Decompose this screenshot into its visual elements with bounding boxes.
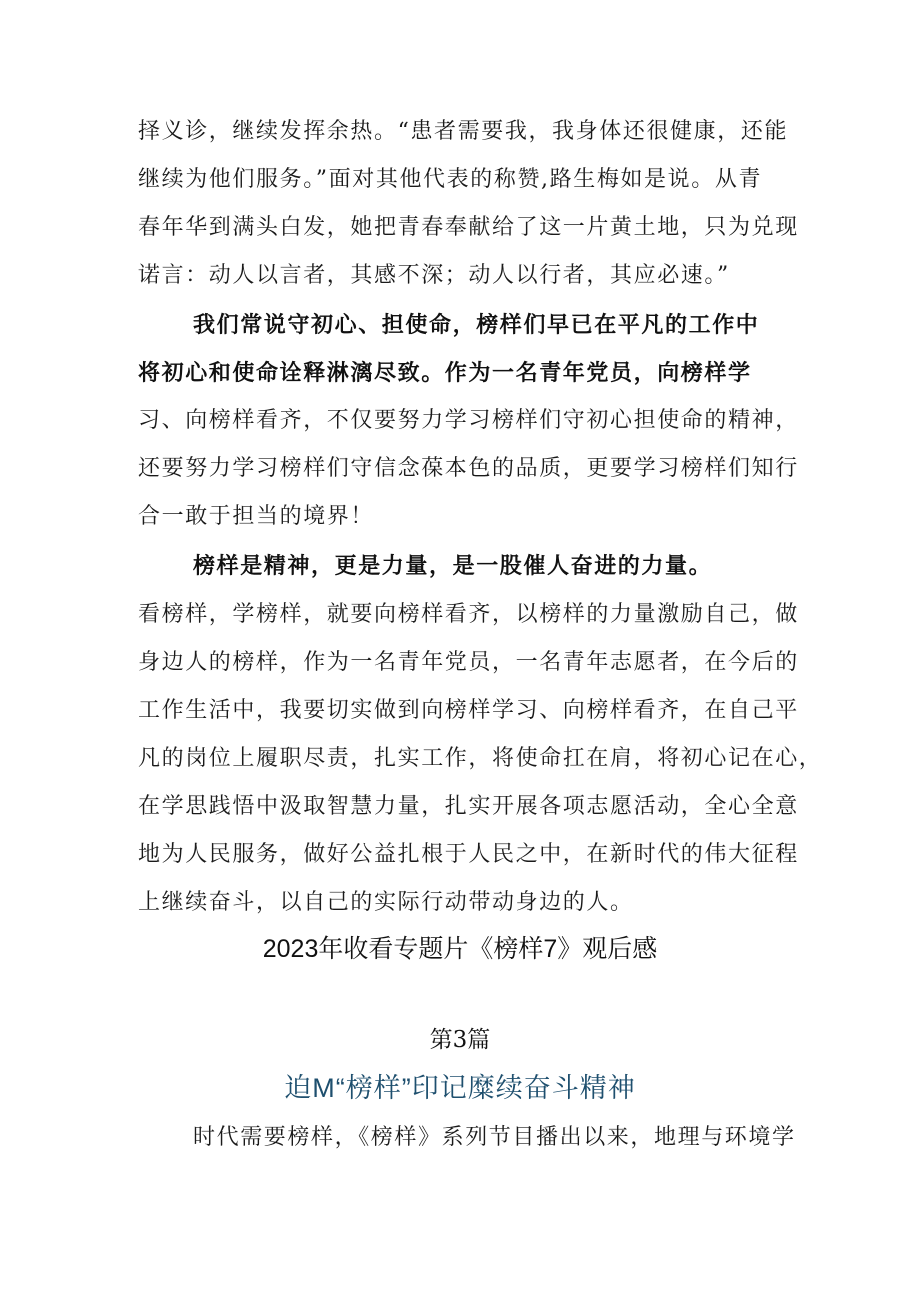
text-line: 身边人的榜样，作为一名青年党员，一名青年志愿者，在今后的 [138,650,799,675]
article-subheading: 迫M“榜样”印记糜续奋斗精神 [284,1073,636,1103]
text-line: 将初心和使命诠释淋漓尽致。作为一名青年党员，向榜样学 [138,360,752,386]
text-line: 诺言：动人以言者，其感不深；动人以行者，其应必速。” [138,263,730,288]
part-label: 第3篇 [429,1027,491,1053]
text-line: 上继续奋斗，以自己的实际行动带动身边的人。 [138,890,634,915]
text-line: 在学思践悟中汲取智慧力量，扎实开展各项志愿活动，全心全意 [138,794,799,819]
text-line: 择义诊，继续发挥余热。“患者需要我，我身体还很健康，还能 [138,119,789,144]
text-line: 合一敢于担当的境界！ [138,504,375,529]
text-line: 继续为他们服务。”面对其他代表的称赞,路生梅如是说。从青 [138,167,763,192]
text-line: 看榜样，学榜样，就要向榜样看齐，以榜样的力量激励自己，做 [138,602,799,627]
text-line: 习、向榜样看齐，不仅要努力学习榜样们守初心担使命的精神， [138,408,799,433]
text-line: 地为人民服务，做好公益扎根于人民之中，在新时代的伟大征程 [138,842,799,867]
text-line: 时代需要榜样，《榜样》系列节目播出以来，地理与环境学 [193,1125,796,1150]
text-line: 春年华到满头白发，她把青春奉献给了这一片黄土地，只为兑现 [138,215,799,240]
text-line: 凡的岗位上履职尽责，扎实工作，将使命扛在肩，将初心记在心， [138,746,823,771]
document-title: 2023年收看专题片《榜样7》观后感 [262,935,658,963]
text-line: 榜样是精神，更是力量，是一股催人奋进的力量。 [193,553,713,579]
text-line: 我们常说守初心、担使命，榜样们早已在平凡的工作中 [193,312,760,338]
text-line: 工作生活中，我要切实做到向榜样学习、向榜样看齐，在自己平 [138,698,799,723]
text-line: 还要努力学习榜样们守信念葆本色的品质，更要学习榜样们知行 [138,456,799,481]
